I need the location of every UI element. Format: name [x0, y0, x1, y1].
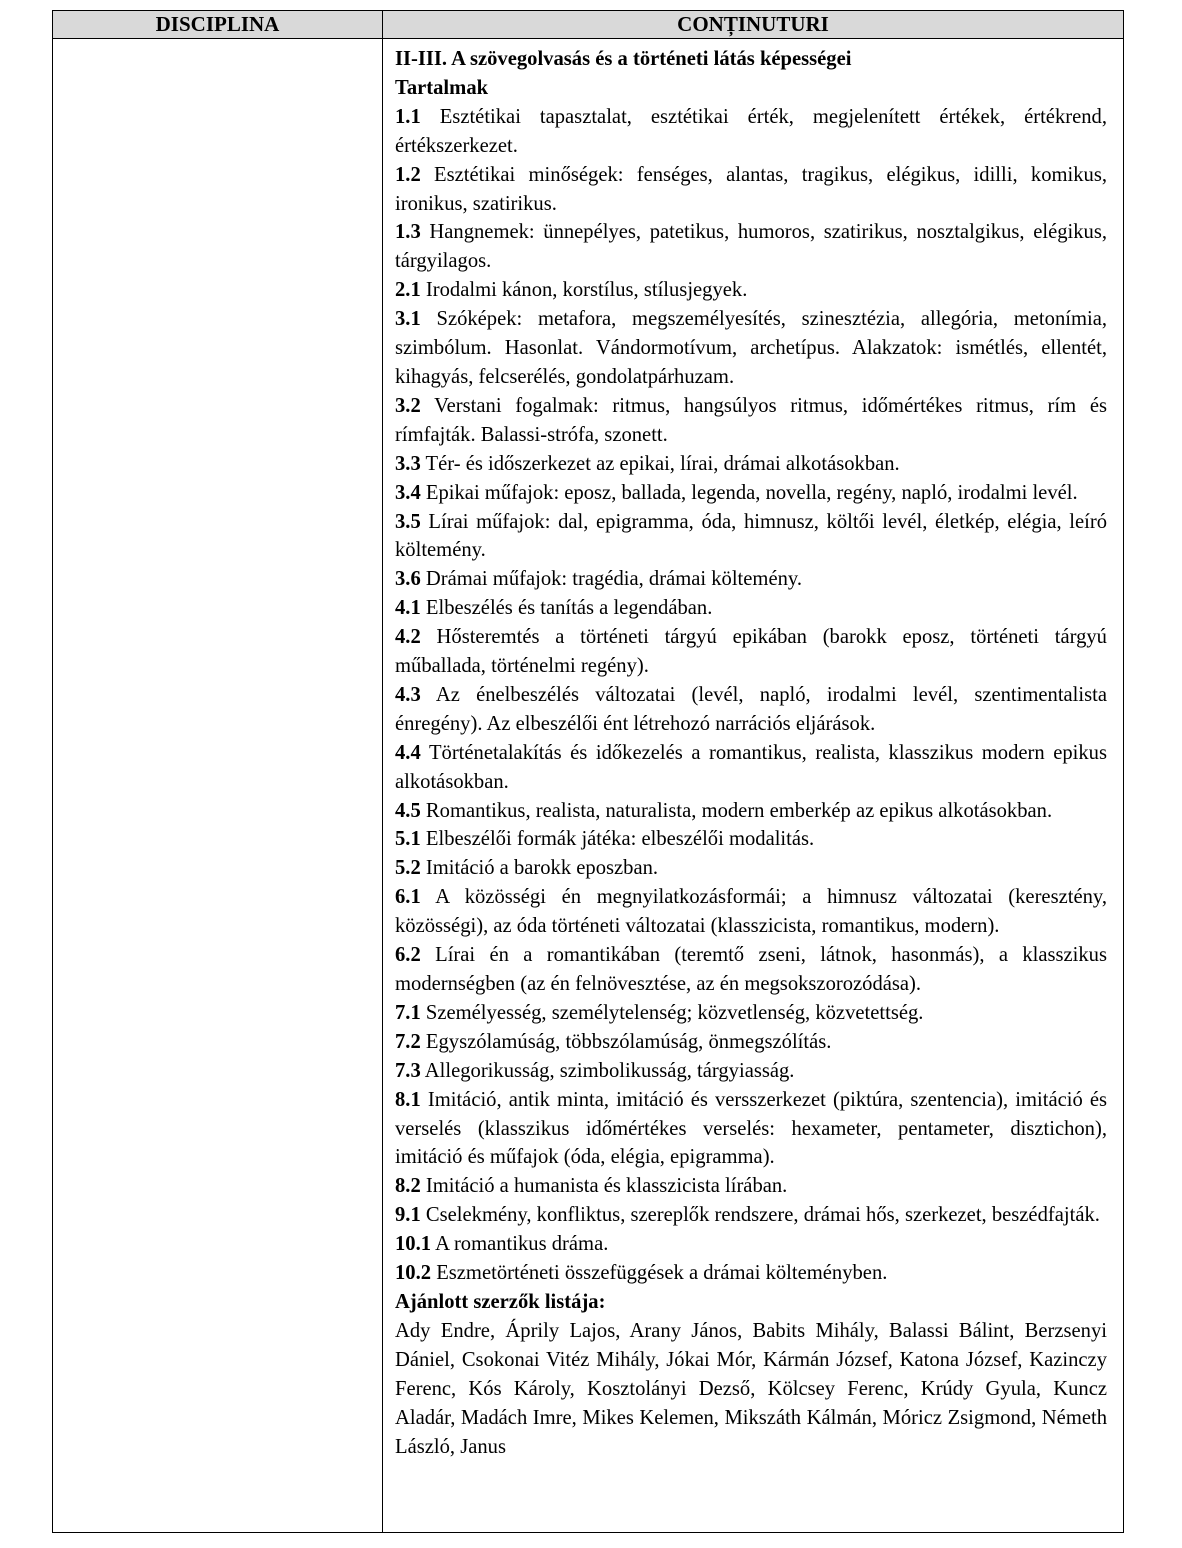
discipline-cell — [53, 39, 383, 1533]
content-item — [395, 1172, 1107, 1201]
item-text: Imitáció, antik minta, imitáció és versszerkezet (piktúra, szentencia), imitáció és verselés (klasszikus időmértékes verselés: hexameter, pentameter, disztichon), imitáció és műfajok (óda, elégia, epigramma). — [395, 1088, 1107, 1169]
item-text: Elbeszélés és tanítás a legendában. — [425, 597, 713, 620]
item-text: Egyszólamúság, többszólamúság, önmegszólítás. — [425, 1030, 832, 1053]
item-text: Imitáció a humanista és klasszicista lírában. — [425, 1175, 788, 1198]
content-item — [395, 883, 1107, 941]
section-title: II-III. A szövegolvasás és a történeti látás képességei — [395, 48, 852, 70]
content-item — [395, 594, 1107, 623]
content-item — [395, 739, 1107, 797]
content-item — [395, 218, 1107, 276]
item-text: Az énelbeszélés változatai (levél, napló, irodalmi levél, szentimentalista énregény). Az elbeszélői ént létrehozó narrációs eljárások. — [395, 683, 1107, 735]
contents-header: CONȚINUTURI — [383, 11, 1124, 39]
content-item — [395, 941, 1107, 999]
item-number: 1.3 — [395, 221, 421, 244]
content-item — [395, 1086, 1107, 1173]
content-item — [395, 1230, 1107, 1259]
item-number: 4.1 — [395, 597, 421, 620]
item-number: 7.3 — [395, 1059, 421, 1082]
item-number: 3.5 — [395, 510, 421, 533]
item-text: Drámai műfajok: tragédia, drámai költemény. — [425, 568, 802, 591]
item-number: 5.2 — [395, 857, 421, 880]
table-body-row — [53, 39, 1124, 1533]
content-item — [395, 1259, 1107, 1288]
item-number: 6.1 — [395, 886, 421, 909]
item-text: Elbeszélői formák játéka: elbeszélői modalitás. — [425, 828, 815, 851]
item-number: 3.4 — [395, 481, 421, 504]
item-number: 8.2 — [395, 1175, 421, 1198]
item-text: Esztétikai minőségek: fenséges, alantas, tragikus, elégikus, idilli, komikus, ironikus, szatirikus. — [395, 163, 1107, 215]
authors-heading-colon: : — [598, 1290, 606, 1313]
item-text: Tér- és időszerkezet az epikai, lírai, drámai alkotásokban. — [425, 452, 900, 475]
item-text: Eszmetörténeti összefüggések a drámai költeményben. — [436, 1262, 888, 1285]
authors-heading-line — [395, 1288, 1107, 1317]
item-text: Epikai műfajok: eposz, ballada, legenda, novella, regény, napló, irodalmi levél. — [425, 481, 1078, 504]
item-number: 5.1 — [395, 828, 421, 851]
item-number: 7.1 — [395, 1001, 421, 1024]
item-text: Verstani fogalmak: ritmus, hangsúlyos ritmus, időmértékes ritmus, rím és rímfajták. Balassi-strófa, szonett. — [395, 394, 1107, 446]
item-text: Hangnemek: ünnepélyes, patetikus, humoros, szatirikus, nosztalgikus, elégikus, tárgyilagos. — [395, 221, 1107, 273]
item-text: Lírai én a romantikában (teremtő zseni, látnok, hasonmás), a klasszikus modernségben (az én felnövesztése, az én megsokszorozódása). — [395, 944, 1107, 995]
item-text: Szóképek: metafora, megszemélyesítés, szinesztézia, allegória, metonímia, szimbólum. Hasonlat. Vándormotívum, archetípus. Alakzatok: ismétlés, ellentét, kihagyás, felcserélés, gondolatpárhuzam. — [395, 308, 1107, 388]
curriculum-table — [52, 10, 1124, 1533]
item-number: 4.2 — [395, 626, 421, 649]
item-number: 6.2 — [395, 944, 421, 967]
content-item — [395, 103, 1107, 161]
item-text: Hősteremtés a történeti tárgyú epikában (barokk eposz, történeti tárgyú műballada, történelmi regény). — [395, 626, 1107, 678]
item-number: 3.1 — [395, 308, 421, 331]
content-item — [395, 508, 1107, 566]
content-item — [395, 1028, 1107, 1057]
item-text: Cselekmény, konfliktus, szereplők rendszere, drámai hős, szerkezet, beszédfajták. — [425, 1204, 1100, 1227]
authors-list: Ady Endre, Áprily Lajos, Arany János, Babits Mihály, Balassi Bálint, Berzsenyi Dániel, Csokonai Vitéz Mihály, Jókai Mór, Kármán József, Katona József, Kazinczy Ferenc, Kós Károly, Kosztolányi Dezső, Kölcsey Ferenc, Krúdy Gyula, Kuncz Aladár, Madách Imre, Mikes Kelemen, Mikszáth Kálmán, Móricz Zsigmond, Németh László, Janus — [395, 1319, 1107, 1458]
discipline-header: DISCIPLINA — [53, 11, 383, 39]
content-item — [395, 479, 1107, 508]
content-item — [395, 392, 1107, 450]
content-item — [395, 825, 1107, 854]
item-number: 3.6 — [395, 568, 421, 591]
content-item — [395, 276, 1107, 305]
authors-heading: Ajánlott szerzők listája — [395, 1290, 599, 1313]
content-item — [395, 999, 1107, 1028]
content-item — [395, 305, 1107, 392]
content-item — [395, 1201, 1107, 1230]
item-number: 10.1 — [395, 1233, 432, 1256]
item-number: 4.5 — [395, 799, 421, 822]
item-number: 1.1 — [395, 105, 421, 128]
item-text: A közösségi én megnyilatkozásformái; a himnusz változatai (keresztény, közösségi), az óda történeti változatai (klasszicista, romantikus, modern). — [395, 886, 1107, 938]
item-number: 3.3 — [395, 452, 421, 475]
item-text: Lírai műfajok: dal, epigramma, óda, himnusz, költői levél, életkép, elégia, leíró költemény. — [395, 510, 1108, 562]
contents-heading: Tartalmak — [395, 76, 489, 99]
item-number: 9.1 — [395, 1204, 421, 1227]
content-item — [395, 1057, 1107, 1086]
content-item — [395, 565, 1107, 594]
item-number: 7.2 — [395, 1030, 421, 1053]
content-item — [395, 797, 1107, 826]
item-text: Személyesség, személytelenség; közvetlenség, közvetettség. — [425, 1001, 924, 1024]
content-item — [395, 161, 1107, 219]
item-text: Irodalmi kánon, korstílus, stílusjegyek. — [425, 279, 748, 302]
item-number: 8.1 — [395, 1088, 421, 1111]
item-text: Allegorikusság, szimbolikusság, tárgyiasság. — [424, 1059, 795, 1082]
item-number: 4.3 — [395, 683, 421, 706]
item-number: 1.2 — [395, 163, 421, 186]
item-text: Történetalakítás és időkezelés a romantikus, realista, klasszikus modern epikus alkotásokban. — [395, 741, 1107, 793]
table-header-row — [53, 11, 1124, 39]
content-item — [395, 681, 1107, 739]
item-number: 10.2 — [395, 1262, 432, 1285]
item-number: 2.1 — [395, 279, 421, 302]
item-text: Romantikus, realista, naturalista, modern emberkép az epikus alkotásokban. — [425, 799, 1053, 822]
item-number: 4.4 — [395, 741, 421, 764]
item-text: Imitáció a barokk eposzban. — [425, 857, 659, 880]
content-item — [395, 854, 1107, 883]
item-text: A romantikus dráma. — [435, 1233, 609, 1256]
item-text: Esztétikai tapasztalat, esztétikai érték, megjelenített értékek, értékrend, értékszerkezet. — [395, 105, 1107, 157]
content-item — [395, 450, 1107, 479]
content-items-list — [395, 103, 1107, 1288]
item-number: 3.2 — [395, 394, 421, 417]
contents-cell — [383, 39, 1124, 1533]
content-item — [395, 623, 1107, 681]
